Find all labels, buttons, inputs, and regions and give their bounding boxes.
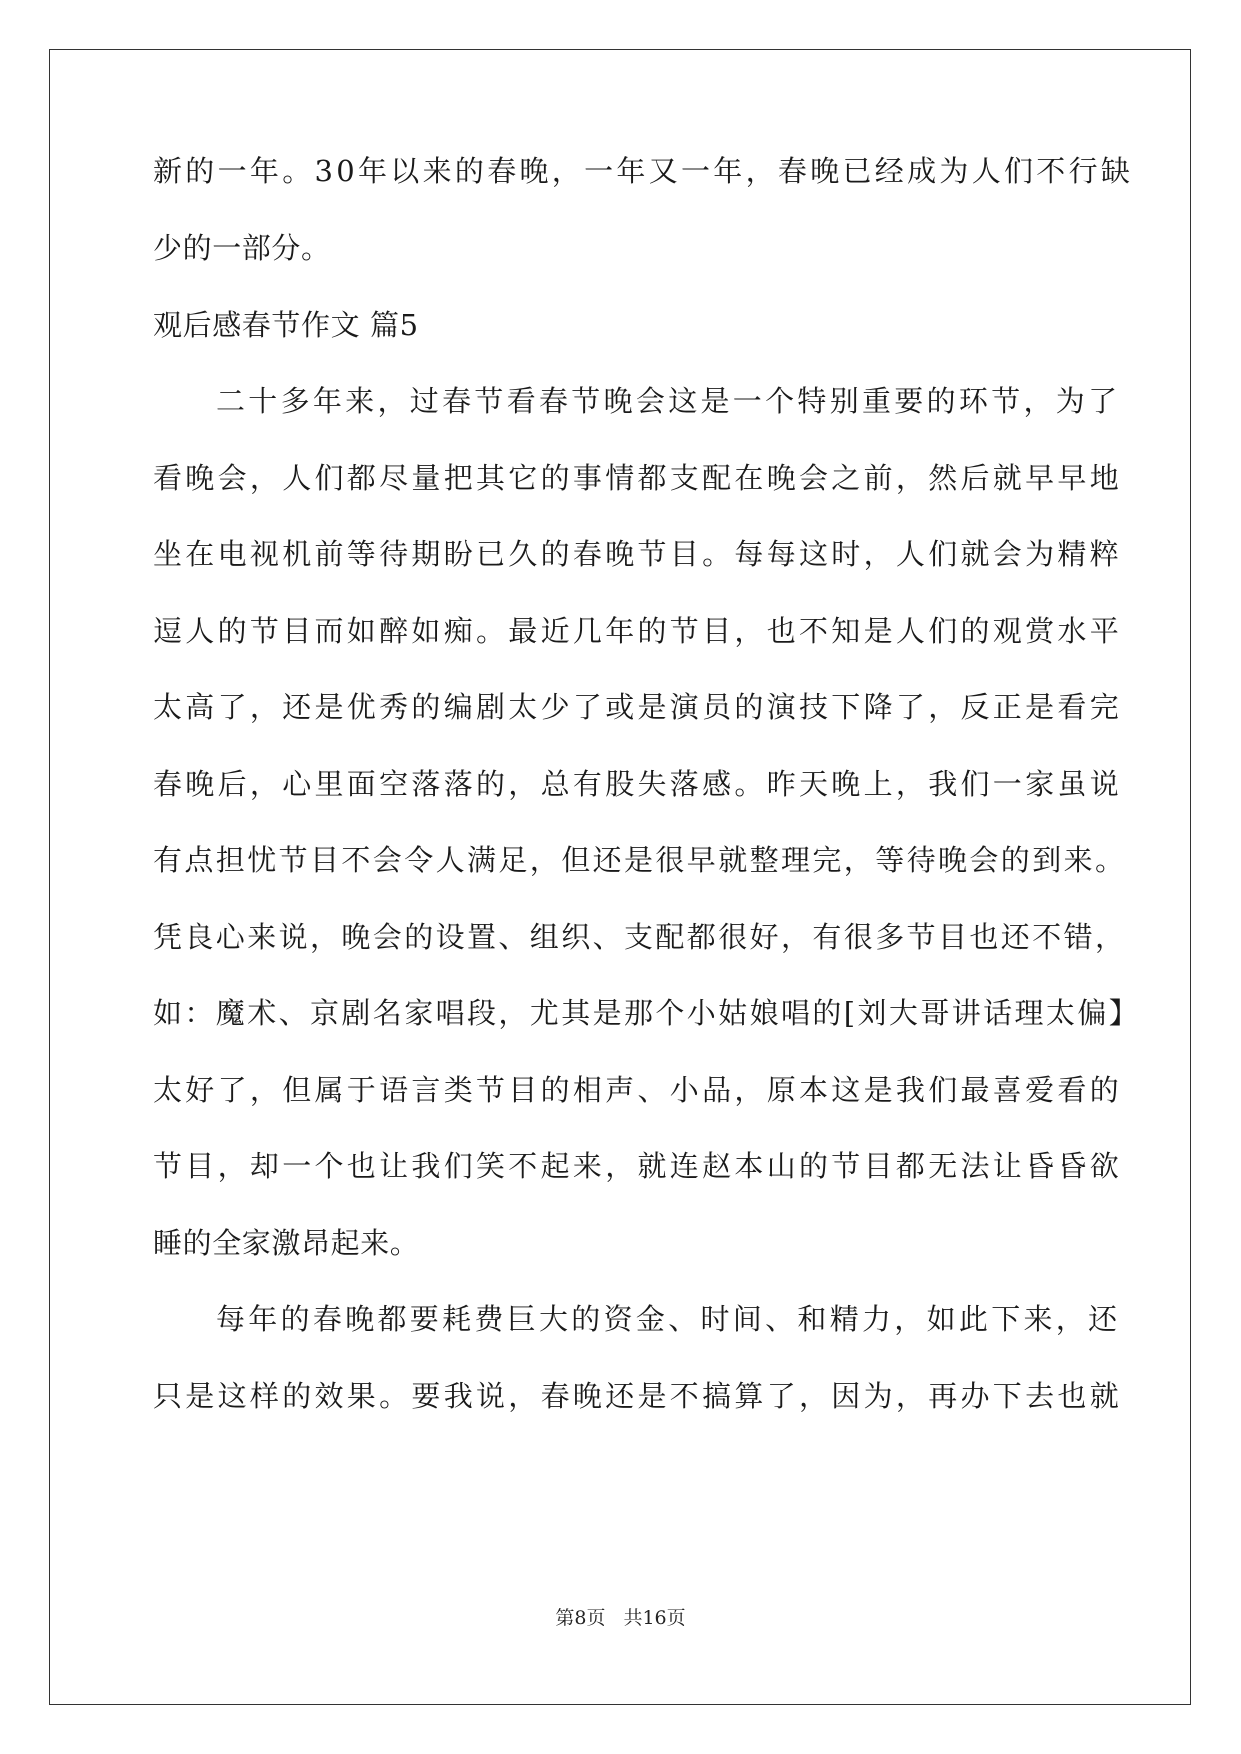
text-line: 只是这样的效果。要我说，春晚还是不搞算了，因为，再办下去也就 (153, 1379, 1123, 1413)
text-line: 看晚会，人们都尽量把其它的事情都支配在晚会之前，然后就早早地 (153, 461, 1123, 495)
text-line: 坐在电视机前等待期盼已久的春晚节目。每每这时，人们就会为精粹 (153, 537, 1123, 571)
text-line: 逗人的节目而如醉如痴。最近几年的节目，也不知是人们的观赏水平 (153, 614, 1123, 648)
text-line: 新的一年。30年以来的春晚，一年又一年，春晚已经成为人们不行缺 (153, 154, 1134, 188)
text-line: 有点担忧节目不会令人满足，但还是很早就整理完，等待晚会的到来。 (153, 843, 1127, 877)
section-heading: 观后感春节作文 篇5 (153, 308, 419, 342)
page-number-current: 第8页 (555, 1607, 606, 1629)
text-line: 每年的春晚都要耗费巨大的资金、时间、和精力，如此下来，还 (216, 1302, 1121, 1336)
text-line: 节目，却一个也让我们笑不起来，就连赵本山的节目都无法让昏昏欲 (153, 1149, 1123, 1183)
text-line: 少的一部分。 (153, 231, 331, 265)
page-number-total: 共16页 (623, 1607, 686, 1629)
text-line: 二十多年来，过春节看春节晚会这是一个特别重要的环节，为了 (216, 384, 1121, 418)
text-line: 太好了，但属于语言类节目的相声、小品，原本这是我们最喜爱看的 (153, 1073, 1123, 1107)
text-line: 凭良心来说，晚会的设置、组织、支配都很好，有很多节目也还不错， (153, 920, 1127, 954)
text-line: 太高了，还是优秀的编剧太少了或是演员的演技下降了，反正是看完 (153, 690, 1123, 724)
page-footer (0, 1606, 1241, 1630)
text-line: 睡的全家激昂起来。 (153, 1226, 420, 1260)
text-line: 如：魔术、京剧名家唱段，尤其是那个小姑娘唱的[刘大哥讲话理太偏】 (153, 996, 1141, 1030)
text-line: 春晚后，心里面空落落的，总有股失落感。昨天晚上，我们一家虽说 (153, 767, 1123, 801)
